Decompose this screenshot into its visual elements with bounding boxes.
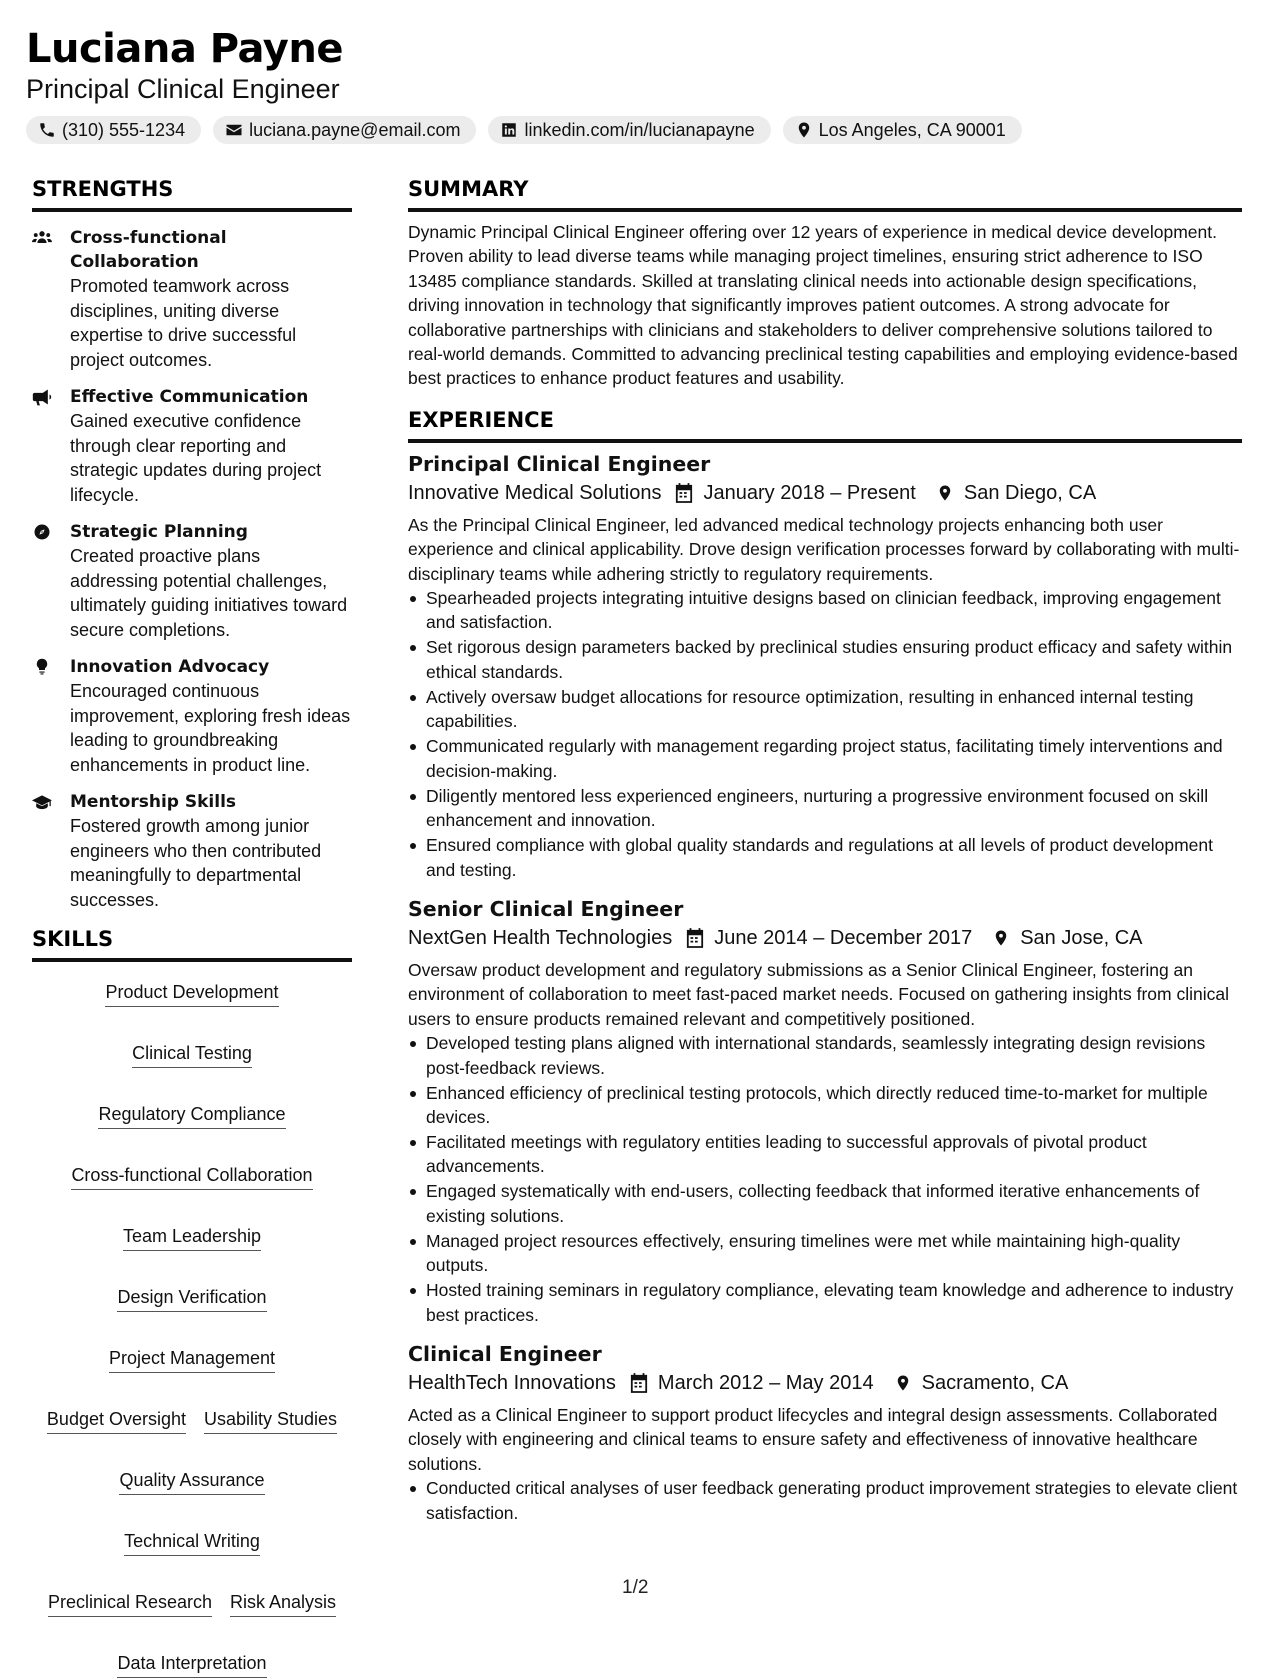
strength-item [32,655,352,777]
strength-desc: Encouraged continuous improvement, exploring fresh ideas leading to groundbreaking enhancements in product line. [70,681,351,775]
strength-desc: Fostered growth among junior engineers who then contributed meaningfully to departmental successes. [70,816,322,910]
skill-tag: Usability Studies [204,1407,337,1434]
strengths-list [32,226,352,912]
strength-item [32,790,352,912]
job-bullet: Diligently mentored less experienced engineers, nurturing a progressive environment focused on skill enhancement and innovation. [408,784,1242,833]
job-entry [408,896,1242,1327]
graduation-cap-icon [32,793,52,811]
summary-text: Dynamic Principal Clinical Engineer offering over 12 years of experience in medical device development. Proven ability to lead diverse teams while managing project timelines, ensuring strict adherence to ISO 13485 compliance standards. Skilled at translating clinical needs into actionable design specifications, driving innovation in technology that significantly improves patient outcomes. A strong advocate for collaborative partnerships with clinicians and stakeholders to deliver comprehensive solutions tailored to real-world demands. Committed to advancing preclinical testing capabilities and employing evidence-based best practices to enhance product features and usability. [408,222,1238,389]
job-dates: March 2012 – May 2014 [657,1371,874,1394]
job-bullet: Developed testing plans aligned with international standards, seamlessly integrating design revisions post-feedback reviews. [408,1031,1242,1080]
strength-title: Effective Communication [70,387,309,407]
job-dates: June 2014 – December 2017 [714,926,973,949]
map-pin-icon [936,483,954,503]
page-number: 1/2 [622,1577,649,1598]
job-bullet: Actively oversaw budget allocations for resource optimization, resulting in enhanced internal testing capabilities. [408,685,1242,734]
email-text: luciana.payne@email.com [249,119,461,140]
strength-item [32,520,352,642]
job-location: San Diego, CA [963,481,1097,504]
strength-title: Strategic Planning [70,522,248,542]
job-description: Acted as a Clinical Engineer to support product lifecycles and integral design assessments. Collaborated closely with engineering and clinical teams to ensure safety and effectiveness of innovative healthcare solutions. [408,1404,1218,1474]
calendar-icon [675,483,693,503]
strengths-heading: STRENGTHS [32,176,352,212]
skills-heading: SKILLS [32,926,352,962]
skill-tag: Regulatory Compliance [98,1102,285,1129]
candidate-name: Luciana Payne [26,26,343,72]
contact-phone [26,116,201,144]
job-title: Principal Clinical Engineer [408,451,711,476]
job-bullet: Ensured compliance with global quality standards and regulations at all levels of product development and testing. [408,833,1242,882]
job-meta [408,479,1242,507]
strength-title: Cross-functional Collaboration [70,228,227,272]
resume-header [26,22,1251,144]
strength-desc: Promoted teamwork across disciplines, uniting diverse expertise to drive successful project outcomes. [70,276,297,370]
location-text: Los Angeles, CA 90001 [818,119,1006,140]
skill-tag: Product Development [105,980,278,1007]
calendar-icon [686,928,704,948]
strength-item [32,226,352,372]
job-bullets [408,1476,1242,1525]
megaphone-icon [32,388,52,406]
job-entry [408,451,1242,882]
calendar-icon [630,1373,648,1393]
users-icon [32,229,52,247]
skill-tag: Data Interpretation [117,1651,266,1678]
map-pin-icon [894,1373,912,1393]
skill-tag: Design Verification [117,1285,266,1312]
phone-text: (310) 555-1234 [62,119,186,140]
job-bullets [408,586,1242,882]
job-description: As the Principal Clinical Engineer, led advanced medical technology projects enhancing both user experience and clinical applicability. Drove design verification processes forward by collaborating with multi-disciplinary teams while adhering strictly to regulatory requirements. [408,514,1240,584]
strength-desc: Created proactive plans addressing potential challenges, ultimately guiding initiatives toward secure completions. [70,546,348,640]
job-company: HealthTech Innovations [408,1371,616,1394]
candidate-title: Principal Clinical Engineer [26,74,340,104]
skill-tag: Quality Assurance [119,1468,264,1495]
job-meta [408,924,1242,952]
job-bullet: Hosted training seminars in regulatory compliance, elevating team knowledge and adherence to industry best practices. [408,1278,1242,1327]
job-bullet: Engaged systematically with end-users, collecting feedback that informed iterative enhancements of existing solutions. [408,1179,1242,1228]
job-bullet: Conducted critical analyses of user feedback generating product improvement strategies to elevate client satisfaction. [408,1476,1242,1525]
summary-heading: SUMMARY [408,176,1242,212]
job-location: Sacramento, CA [921,1371,1069,1394]
job-entry [408,1341,1242,1525]
experience-heading: EXPERIENCE [408,407,1242,443]
job-bullet: Enhanced efficiency of preclinical testing protocols, which directly reduced time-to-market for multiple devices. [408,1081,1242,1130]
skill-tag: Risk Analysis [230,1590,336,1617]
skills-list [32,980,352,1678]
skill-tag: Budget Oversight [47,1407,186,1434]
job-bullet: Spearheaded projects integrating intuitive designs based on clinician feedback, improving engagement and satisfaction. [408,586,1242,635]
linkedin-text: linkedin.com/in/lucianapayne [524,119,755,140]
job-company: NextGen Health Technologies [408,926,673,949]
job-dates: January 2018 – Present [703,481,916,504]
job-bullets [408,1031,1242,1327]
skill-tag: Team Leadership [123,1224,261,1251]
linkedin-icon [500,121,518,139]
right-column [408,176,1242,1526]
contact-bar [26,116,1251,144]
job-meta [408,1369,1242,1397]
lightbulb-icon [32,658,52,676]
left-column [32,176,352,1678]
strength-title: Innovation Advocacy [70,657,270,677]
skill-tag: Preclinical Research [48,1590,212,1617]
strength-desc: Gained executive confidence through clear reporting and strategic updates during project lifecycle. [70,411,322,505]
job-bullet: Facilitated meetings with regulatory entities leading to successful approvals of pivotal product advancements. [408,1130,1242,1179]
job-bullet: Managed project resources effectively, ensuring timelines were met while maintaining high-quality outputs. [408,1229,1242,1278]
strength-title: Mentorship Skills [70,792,237,812]
contact-email[interactable] [213,116,476,144]
job-bullet: Communicated regularly with management regarding project status, facilitating timely interventions and decision-making. [408,734,1242,783]
skill-tag: Cross-functional Collaboration [71,1163,312,1190]
map-pin-icon [795,121,813,139]
skill-tag: Technical Writing [124,1529,260,1556]
job-description: Oversaw product development and regulatory submissions as a Senior Clinical Engineer, fostering an environment of collaboration to meet fast-paced market needs. Focused on gathering insights from clinical users to ensure products remained relevant and competitively positioned. [408,959,1229,1029]
phone-icon [38,121,56,139]
strength-item [32,385,352,507]
skill-tag: Project Management [109,1346,275,1373]
contact-linkedin[interactable] [488,116,770,144]
contact-location [783,116,1022,144]
map-pin-icon [992,928,1010,948]
envelope-icon [225,121,243,139]
job-title: Clinical Engineer [408,1341,602,1366]
job-bullet: Set rigorous design parameters backed by preclinical studies ensuring product efficacy and safety within ethical standards. [408,635,1242,684]
job-title: Senior Clinical Engineer [408,896,684,921]
compass-icon [32,523,52,541]
job-company: Innovative Medical Solutions [408,481,662,504]
skill-tag: Clinical Testing [132,1041,252,1068]
job-location: San Jose, CA [1020,926,1143,949]
